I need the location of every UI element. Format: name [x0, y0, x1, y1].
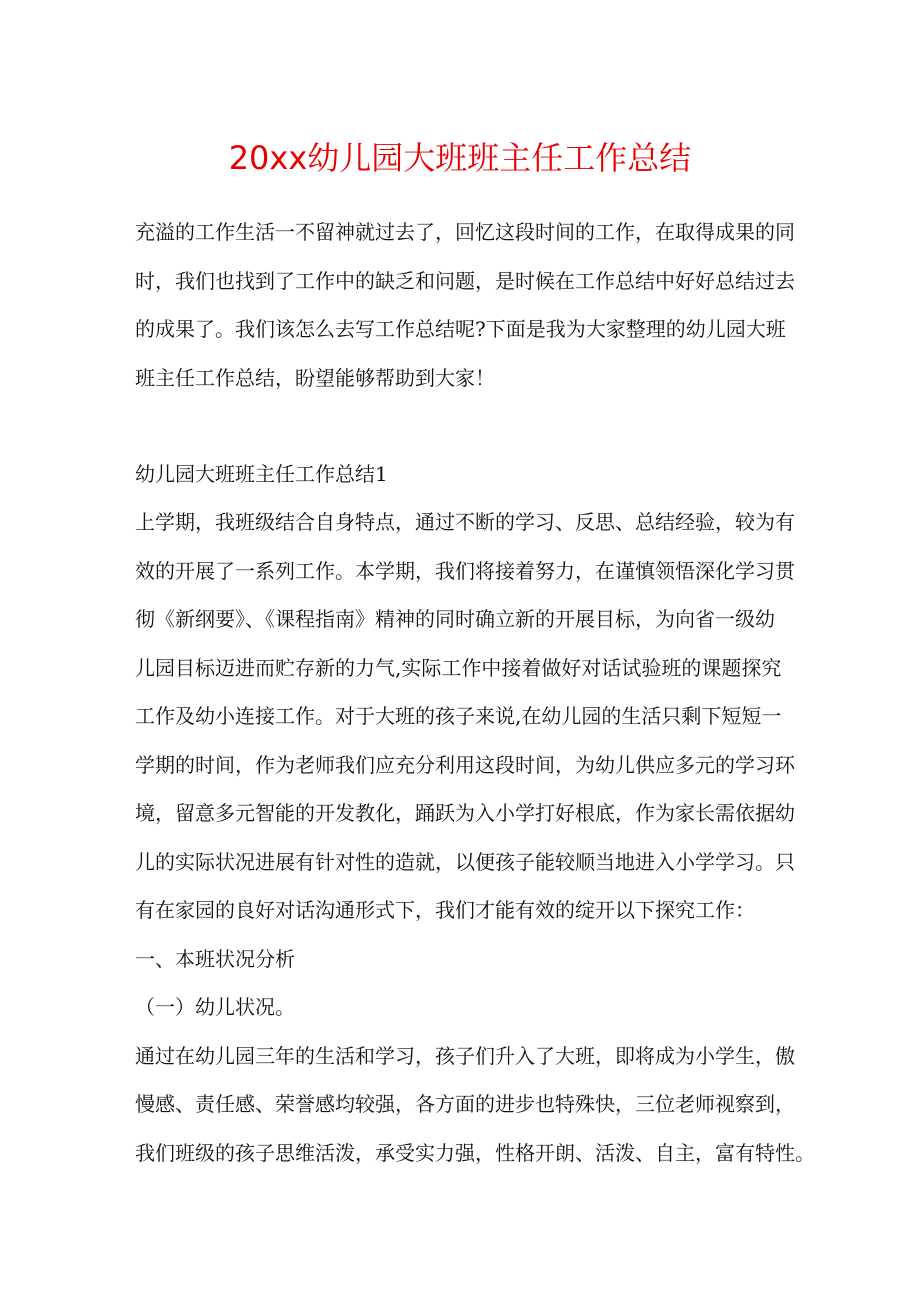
- section-heading-text: 幼儿园大班班主任工作总结1: [135, 462, 388, 486]
- body-line: 工作及幼小连接工作。对于大班的孩子来说,在幼儿园的生活只剩下短短一: [135, 704, 782, 728]
- subheading-line: （一）幼儿状况。: [135, 995, 295, 1019]
- subheading-line: 一、本班状况分析: [135, 946, 295, 971]
- body-line: 学期的时间，作为老师我们应充分利用这段时间，为幼儿供应多元的学习环: [135, 752, 795, 777]
- intro-line: 班主任工作总结，盼望能够帮助到大家！: [135, 365, 495, 390]
- body-line: 效的开展了一系列工作。本学期，我们将接着努力，在谨慎领悟深化学习贯: [135, 558, 795, 583]
- intro-line: 充溢的工作生活一不留神就过去了，回忆这段时间的工作，在取得成果的同: [135, 220, 795, 244]
- body-line: 慢感、责任感、荣誉感均较强，各方面的进步也特殊快，三位老师视察到，: [135, 1092, 795, 1116]
- intro-paragraph: [135, 208, 795, 402]
- body-paragraph: [135, 498, 815, 1177]
- body-line: 通过在幼儿园三年的生活和学习，孩子们升入了大班，即将成为小学生，傲: [135, 1043, 795, 1068]
- body-line: 上学期，我班级结合自身特点，通过不断的学习、反思、总结经验，较为有: [135, 510, 795, 534]
- body-line: 境，留意多元智能的开发教化，踊跃为入小学打好根底，作为家长需依据幼: [135, 801, 795, 825]
- intro-line: 时，我们也找到了工作中的缺乏和问题，是时候在工作总结中好好总结过去: [135, 268, 795, 293]
- body-line: 儿园目标迈进而贮存新的力气,实际工作中接着做好对话试验班的课题探究: [135, 655, 782, 680]
- body-line: 儿的实际状况进展有针对性的造就，以便孩子能较顺当地进入小学学习。只: [135, 849, 795, 874]
- body-line: 彻《新纲要》、《课程指南》精神的同时确立新的开展目标，为向省一级幼: [135, 607, 775, 631]
- body-line: 有在家园的良好对话沟通形式下，我们才能有效的绽开以下探究工作：: [135, 898, 755, 922]
- body-line: 我们班级的孩子思维活泼，承受实力强，性格开朗、活泼、自主，富有特性。: [135, 1140, 815, 1165]
- intro-line: 的成果了。我们该怎么去写工作总结呢?下面是我为大家整理的幼儿园大班: [135, 317, 786, 341]
- section-heading: [135, 450, 795, 499]
- document-title: 20xx幼儿园大班班主任工作总结: [228, 139, 692, 177]
